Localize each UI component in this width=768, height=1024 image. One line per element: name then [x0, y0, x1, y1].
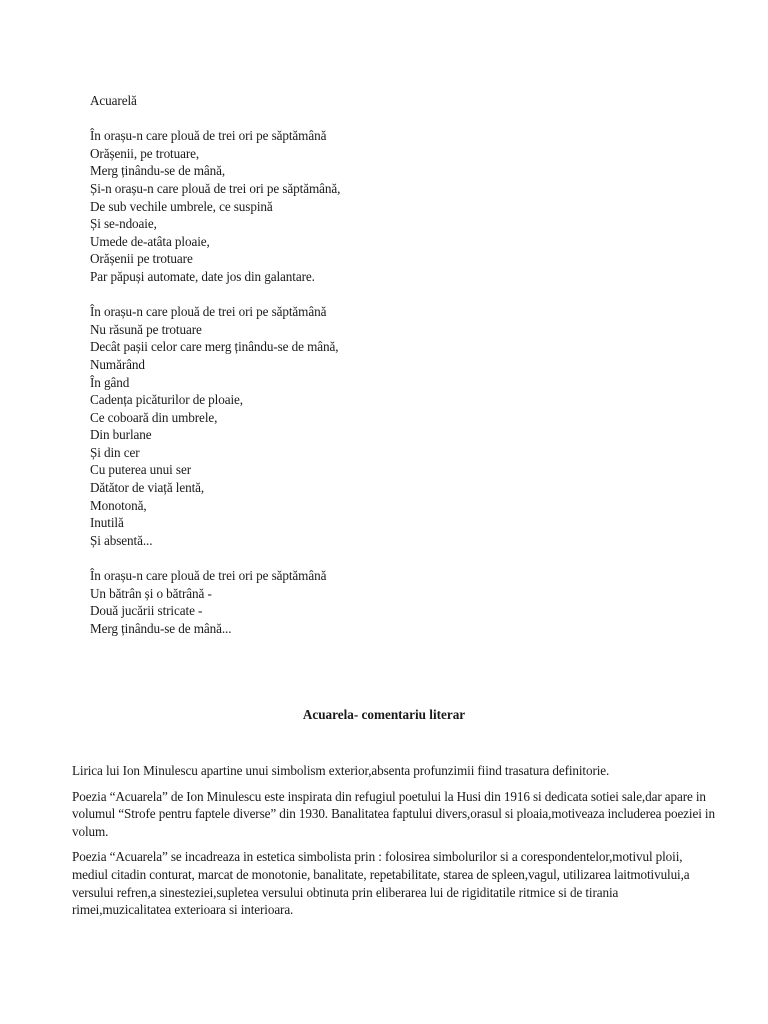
stanza-gap — [90, 286, 690, 304]
poem-stanza-1 — [90, 127, 690, 285]
poem-line: Și absentă... — [90, 532, 153, 548]
poem-line: Cu puterea unui ser — [90, 462, 192, 478]
poem-line: Numărând — [90, 356, 145, 372]
poem-stanza-3 — [90, 567, 690, 637]
poem-line: Două jucării stricate - — [90, 603, 203, 619]
poem-stanza-2 — [90, 303, 690, 549]
poem-line: Merg ținându-se de mână... — [90, 620, 232, 636]
commentary-paragraph: Poezia “Acuarela” de Ion Minulescu este inspirata din refugiul poetului la Husi din 1916 si dedicata sotiei sale,dar apare in volumul “Strofe pentru faptele diverse” din 1930. Banalitatea faptului divers,orasul si ploaia,motiveaza includerea poeziei in volum. — [72, 788, 715, 839]
commentary-body — [72, 762, 720, 927]
poem-line: Orășenii, pe trotuare, — [90, 145, 200, 161]
poem-line: În orașu-n care plouă de trei ori pe săptămână — [90, 128, 327, 144]
poem-line: În orașu-n care plouă de trei ori pe săptămână — [90, 304, 327, 320]
poem-line: În orașu-n care plouă de trei ori pe săptămână — [90, 568, 327, 584]
poem-title: Acuarelă — [90, 93, 137, 108]
commentary-heading: Acuarela- comentariu literar — [302, 707, 466, 722]
poem-line: Orășenii pe trotuare — [90, 251, 193, 267]
poem-line: Decât pașii celor care merg ținându-se de mână, — [90, 339, 339, 355]
poem-line: Dătător de viață lentă, — [90, 480, 205, 496]
poem-line: Cadența picăturilor de ploaie, — [90, 392, 243, 408]
poem-line: Inutilă — [90, 515, 124, 531]
stanza-gap — [90, 549, 690, 567]
poem — [90, 92, 690, 637]
poem-line: Și din cer — [90, 444, 140, 460]
poem-line: Merg ținându-se de mână, — [90, 163, 226, 179]
poem-line: De sub vechile umbrele, ce suspină — [90, 198, 273, 214]
poem-line: Și-n orașu-n care plouă de trei ori pe săptămână, — [90, 180, 341, 196]
poem-line: Nu răsună pe trotuare — [90, 321, 202, 337]
commentary-paragraph: Poezia “Acuarela” se incadreaza in estetica simbolista prin : folosirea simbolurilor si a corespondentelor,motivul ploii, mediul citadin conturat, marcat de monotonie, banalitate, repetabilitate, starea de spleen,vagul, utilizarea laitmotivului,a versului refren,a sinesteziei,supletea versului obtinuta prin eliberarea lui de rigiditatile ritmice si de tirania rimei,muzicalitatea exterioara si interioara. — [72, 849, 690, 918]
poem-line: Umede de-atâta ploaie, — [90, 233, 210, 249]
poem-line: Din burlane — [90, 427, 152, 443]
poem-line: În gând — [90, 374, 130, 390]
poem-line: Ce coboară din umbrele, — [90, 409, 218, 425]
poem-line: Par păpuși automate, date jos din galantare. — [90, 268, 315, 284]
commentary-paragraph: Lirica lui Ion Minulescu apartine unui simbolism exterior,absenta profunzimii fiind trasatura definitorie. — [72, 763, 610, 778]
poem-line: Monotonă, — [90, 497, 147, 513]
poem-line: Un bătrân și o bătrână - — [90, 585, 212, 601]
poem-line: Și se-ndoaie, — [90, 216, 157, 232]
